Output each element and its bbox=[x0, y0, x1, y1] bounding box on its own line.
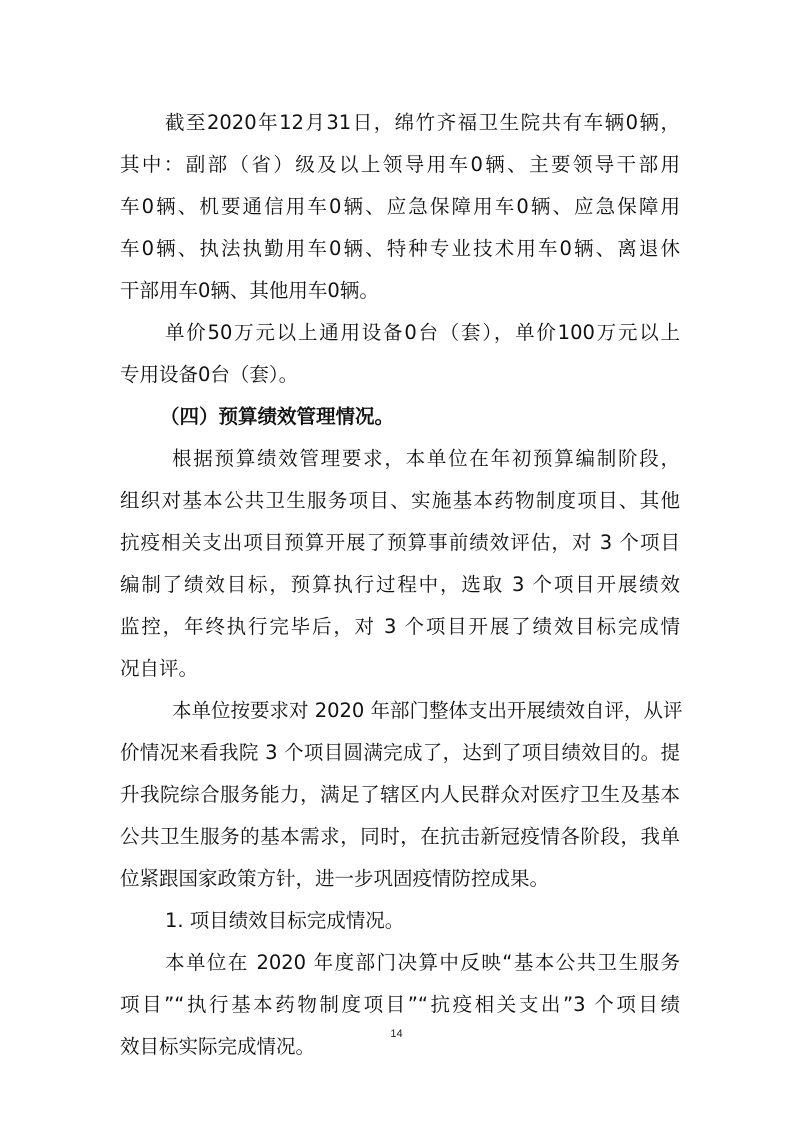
performance-line-1: 根据预算绩效管理要求，本单位在年初预算编制阶段， bbox=[172, 447, 680, 470]
vehicles-line-3: 车0辆、机要通信用车0辆、应急保障用车0辆、应急保障用 bbox=[120, 195, 680, 218]
vehicles-line-5: 干部用车0辆、其他用车0辆。 bbox=[120, 279, 379, 302]
performance-line-3: 抗疫相关支出项目预算开展了预算事前绩效评估，对 3 个项目 bbox=[120, 531, 680, 554]
performance-line-5: 监控，年终执行完毕后，对 3 个项目开展了绩效目标完成情 bbox=[120, 615, 680, 638]
self-eval-line-4: 公共卫生服务的基本需求，同时，在抗击新冠疫情各阶段，我单 bbox=[120, 825, 680, 848]
self-eval-line-2: 价情况来看我院 3 个项目圆满完成了，达到了项目绩效目的。提 bbox=[120, 741, 680, 764]
completion-line-1: 本单位在 2020 年度部门决算中反映“基本公共卫生服务 bbox=[165, 951, 680, 974]
completion-line-3: 效目标实际完成情况。 bbox=[120, 1035, 316, 1058]
vehicles-line-2: 其中：副部（省）级及以上领导用车0辆、主要领导干部用 bbox=[120, 153, 680, 176]
completion-line-2: 项目”“执行基本药物制度项目”“抗疫相关支出”3 个项目绩 bbox=[120, 993, 680, 1016]
vehicles-line-1: 截至2020年12月31日，绵竹齐福卫生院共有车辆0辆， bbox=[165, 111, 680, 134]
self-eval-line-3: 升我院综合服务能力，满足了辖区内人民群众对医疗卫生及基本 bbox=[120, 783, 680, 806]
page-number: 14 bbox=[390, 1028, 403, 1040]
self-eval-line-5: 位紧跟国家政策方针，进一步巩固疫情防控成果。 bbox=[120, 867, 550, 890]
performance-line-4: 编制了绩效目标，预算执行过程中，选取 3 个项目开展绩效 bbox=[120, 573, 680, 596]
performance-line-2: 组织对基本公共卫生服务项目、实施基本药物制度项目、其他 bbox=[120, 489, 680, 512]
section-heading: （四）预算绩效管理情况。 bbox=[160, 405, 395, 428]
subheading: 1. 项目绩效目标完成情况。 bbox=[165, 909, 405, 932]
self-eval-line-1: 本单位按要求对 2020 年部门整体支出开展绩效自评，从评 bbox=[172, 699, 683, 722]
performance-line-6: 况自评。 bbox=[120, 657, 199, 680]
vehicles-line-4: 车0辆、执法执勤用车0辆、特种专业技术用车0辆、离退休 bbox=[120, 237, 680, 260]
equipment-line-2: 专用设备0台（套）。 bbox=[120, 363, 299, 386]
equipment-line-1: 单价50万元以上通用设备0台（套），单价100万元以上 bbox=[165, 321, 680, 344]
